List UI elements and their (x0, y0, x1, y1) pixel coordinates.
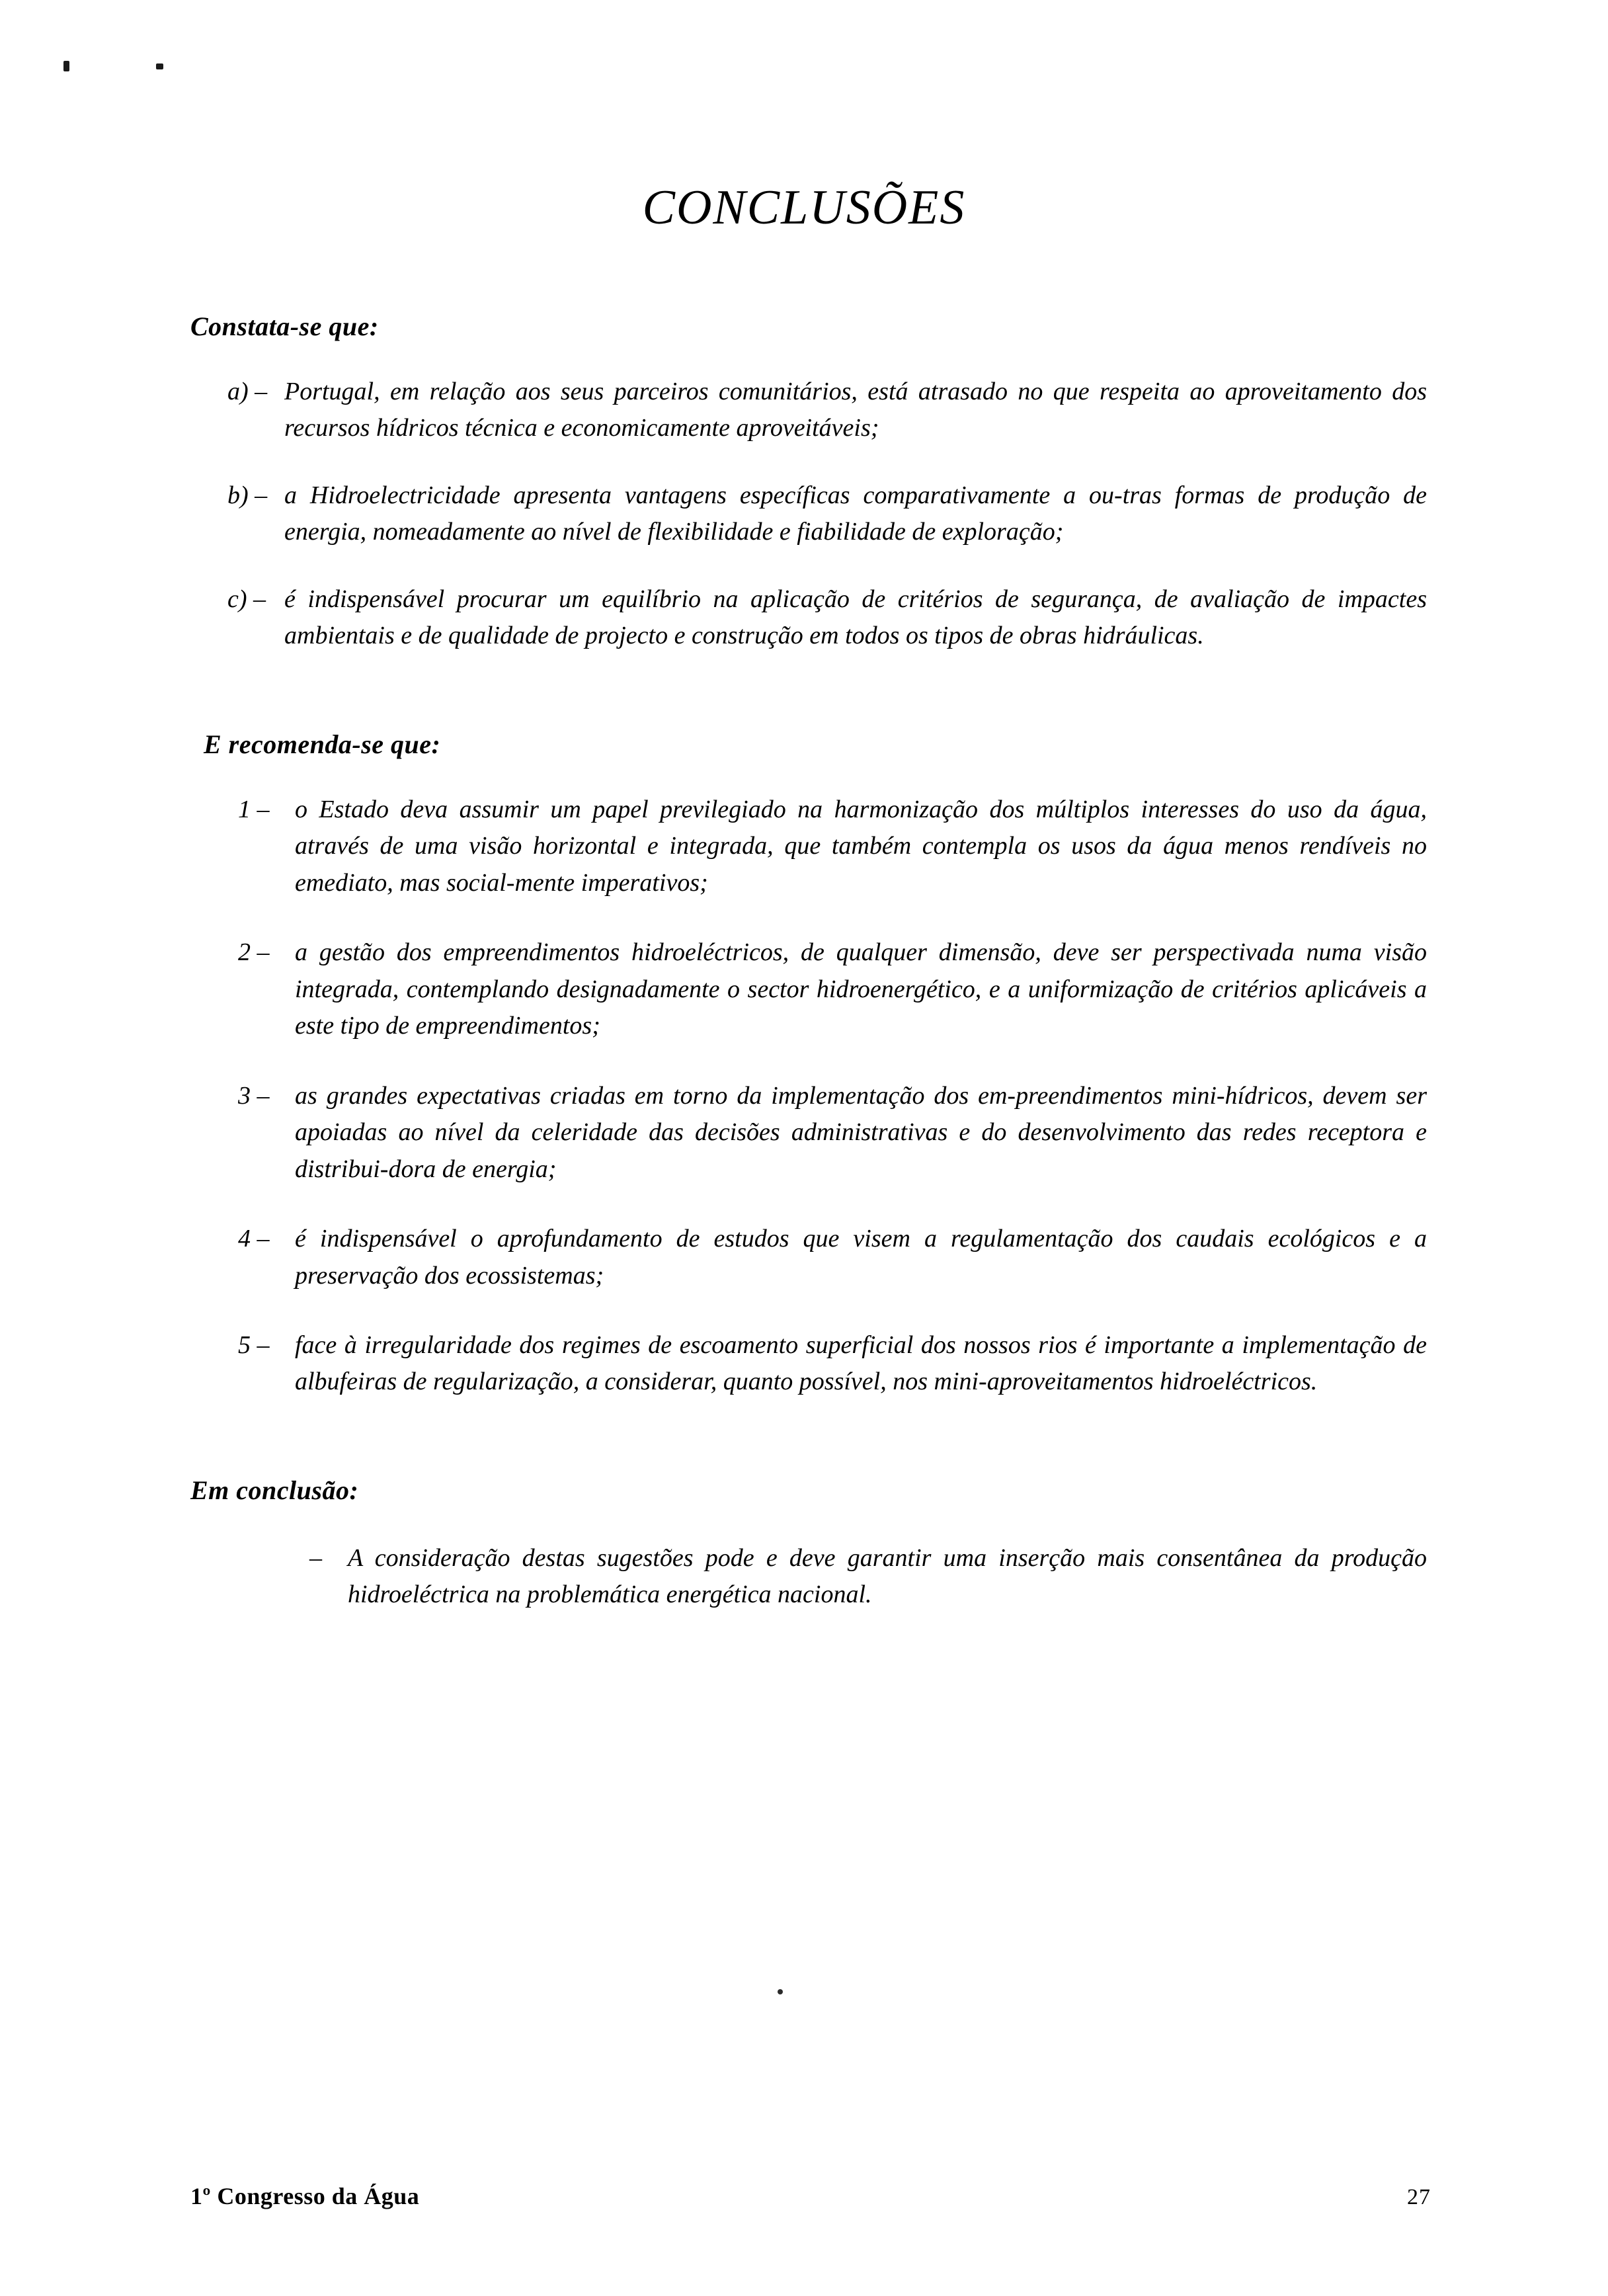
section-recomenda (190, 729, 1427, 1401)
list-recomenda (190, 792, 1427, 1401)
list-item-text: Portugal, em relação aos seus parceiros comunitários, está atrasado no que respeita ao aproveitamento dos recursos hídricos técnica e economicamente aproveitáveis; (284, 378, 1427, 442)
list-item-marker: 5 – (238, 1331, 270, 1359)
list-item-marker: b) – (227, 481, 268, 509)
list-item-marker: 2 – (238, 938, 270, 967)
page-footer (190, 2182, 1431, 2210)
list-item-text: a Hidroelectricidade apresenta vantagens específicas comparativamente a ou-tras formas de produção de energia, nomeadamente ao nível de flexibilidade e fiabilidade de exploração; (284, 481, 1427, 546)
list-item (227, 374, 1427, 447)
document-body (190, 311, 1427, 1614)
section-conclusao (190, 1475, 1427, 1614)
list-item (238, 1078, 1427, 1188)
footer-congress-label: 1º Congresso da Água (190, 2183, 420, 2209)
page-number: 27 (1407, 2185, 1431, 2209)
list-item-text: face à irregularidade dos regimes de escoamento superficial dos nossos rios é importante a implementação de albufeiras de regularização, a considerar, quanto possível, nos mini-aproveitamentos hidroeléctricos. (295, 1331, 1427, 1396)
list-item (227, 477, 1427, 551)
stray-ink-dot (778, 1989, 783, 1994)
list-item-text: é indispensável procurar um equilíbrio na aplicação de critérios de segurança, de avaliação de impactes ambientais e de qualidade de projecto e construção em todos os tipos de obras hidráulicas. (284, 585, 1427, 650)
section-heading-conclusao: Em conclusão: (190, 1475, 359, 1505)
section-constata (190, 311, 1427, 655)
section-heading-recomenda: E recomenda-se que: (204, 729, 441, 759)
list-item-marker: 3 – (238, 1081, 270, 1110)
list-item-text: é indispensável o aprofundamento de estudos que visem a regulamentação dos caudais ecológicos e a preservação dos ecossistemas; (295, 1225, 1427, 1290)
scan-artifact-mark-right (156, 63, 163, 69)
list-item-text: o Estado deva assumir um papel previlegiado na harmonização dos múltiplos interesses do uso da água, através de uma visão horizontal e integrada, que também contempla os usos da água menos rendíveis no emediato, mas social-mente imperativos; (295, 795, 1427, 897)
list-item-marker: – (309, 1543, 322, 1572)
list-item-text: as grandes expectativas criadas em torno da implementação dos em-preendimentos mini-hídricos, devem ser apoiadas ao nível da celeridade das decisões administrativas e do desenvolvimento das redes receptora e distribui-dora de energia; (295, 1081, 1427, 1183)
list-item (309, 1540, 1427, 1614)
list-item (238, 792, 1427, 901)
list-item (227, 581, 1427, 655)
list-conclusao (190, 1540, 1427, 1614)
list-item (238, 1327, 1427, 1401)
list-item-text: a gestão dos empreendimentos hidroeléctricos, de qualquer dimensão, deve ser perspectivada numa visão integrada, contemplando designadamente o sector hidroenergético, e a uniformização de critérios aplicáveis a este tipo de empreendimentos; (295, 938, 1427, 1040)
list-item (238, 934, 1427, 1044)
list-item-marker: c) – (227, 585, 266, 613)
section-heading-constata: Constata-se que: (190, 311, 379, 341)
list-item-marker: a) – (227, 378, 268, 405)
page-title: CONCLUSÕES (642, 180, 966, 235)
list-constata (190, 374, 1427, 655)
scan-artifact-mark-left (63, 61, 69, 71)
list-item-text: A consideração destas sugestões pode e deve garantir uma inserção mais consentânea da produção hidroeléctrica na problemática energética nacional. (348, 1543, 1427, 1609)
list-item-marker: 4 – (238, 1225, 270, 1253)
list-item-marker: 1 – (238, 795, 270, 823)
list-item (238, 1221, 1427, 1294)
